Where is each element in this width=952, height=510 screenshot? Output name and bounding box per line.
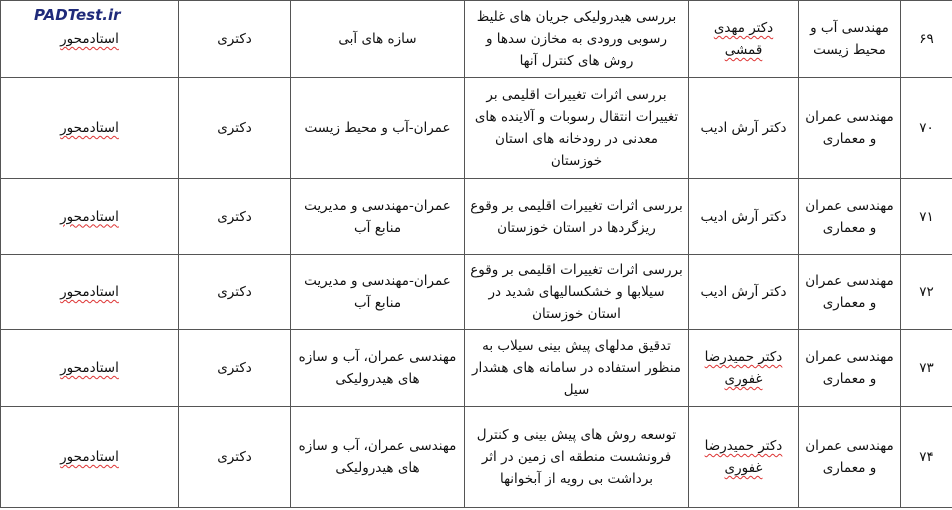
degree-cell: دکتری: [179, 407, 291, 508]
rank-cell: استادمحور: [1, 179, 179, 255]
table-row: [1, 330, 952, 407]
degree-cell: دکتری: [179, 179, 291, 255]
thesis-title-cell: بررسی اثرات تغییرات اقلیمی بر وقوع سیلابها و خشکسالیهای شدید در استان خوزستان: [465, 255, 689, 330]
specialty-cell: عمران-مهندسی و مدیریت منابع آب: [291, 255, 465, 330]
thesis-title-cell: بررسی هیدرولیکی جریان های غلیظ رسوبی ورودی به مخازن سدها و روش های کنترل آنها: [465, 1, 689, 78]
row-number: ۷۴: [901, 407, 952, 508]
rank-cell: استادمحور: [1, 78, 179, 179]
table-row: [1, 255, 952, 330]
rank-cell: استادمحور: [1, 255, 179, 330]
watermark-logo: PADTest.ir: [34, 6, 121, 24]
supervisor-cell: دکتر آرش ادیب: [689, 78, 799, 179]
table-row: [1, 78, 952, 179]
specialty-cell: سازه های آبی: [291, 1, 465, 78]
row-number: ۶۹: [901, 1, 952, 78]
row-number: ۷۲: [901, 255, 952, 330]
thesis-title-cell: بررسی اثرات تغییرات اقلیمی بر وقوع ریزگردها در استان خوزستان: [465, 179, 689, 255]
table-row: [1, 407, 952, 508]
supervisor-cell: دکتر حمیدرضا غفوری: [689, 330, 799, 407]
faculty-cell: مهندسی عمران و معماری: [799, 255, 901, 330]
specialty-cell: عمران-مهندسی و مدیریت منابع آب: [291, 179, 465, 255]
faculty-cell: مهندسی عمران و معماری: [799, 407, 901, 508]
degree-cell: دکتری: [179, 78, 291, 179]
degree-cell: دکتری: [179, 255, 291, 330]
row-number: ۷۱: [901, 179, 952, 255]
faculty-cell: مهندسی عمران و معماری: [799, 78, 901, 179]
faculty-cell: مهندسی عمران و معماری: [799, 330, 901, 407]
thesis-title-cell: توسعه روش های پیش بینی و کنترل فرونشست منطقه ای زمین در اثر برداشت بی رویه از آبخوانها: [465, 407, 689, 508]
rank-cell: استادمحور: [1, 1, 179, 78]
faculty-cell: مهندسی آب و محیط زیست: [799, 1, 901, 78]
row-number: ۷۰: [901, 78, 952, 179]
supervisor-cell: دکتر حمیدرضا غفوری: [689, 407, 799, 508]
degree-cell: دکتری: [179, 1, 291, 78]
rank-cell: استادمحور: [1, 330, 179, 407]
faculty-cell: مهندسی عمران و معماری: [799, 179, 901, 255]
rank-cell: استادمحور: [1, 407, 179, 508]
specialty-cell: عمران-آب و محیط زیست: [291, 78, 465, 179]
supervisor-cell: دکتر آرش ادیب: [689, 255, 799, 330]
thesis-title-cell: بررسی اثرات تغییرات اقلیمی بر تغییرات انتقال رسوبات و آلاینده های معدنی در رودخانه های استان خوزستان: [465, 78, 689, 179]
table-row: [1, 179, 952, 255]
supervisor-cell: دکتر آرش ادیب: [689, 179, 799, 255]
specialty-cell: مهندسی عمران، آب و سازه های هیدرولیکی: [291, 407, 465, 508]
thesis-title-cell: تدقیق مدلهای پیش بینی سیلاب به منظور استفاده در سامانه های هشدار سیل: [465, 330, 689, 407]
specialty-cell: مهندسی عمران، آب و سازه های هیدرولیکی: [291, 330, 465, 407]
table-row: [1, 1, 952, 78]
row-number: ۷۳: [901, 330, 952, 407]
degree-cell: دکتری: [179, 330, 291, 407]
supervisor-cell: دکتر مهدی قمشی: [689, 1, 799, 78]
